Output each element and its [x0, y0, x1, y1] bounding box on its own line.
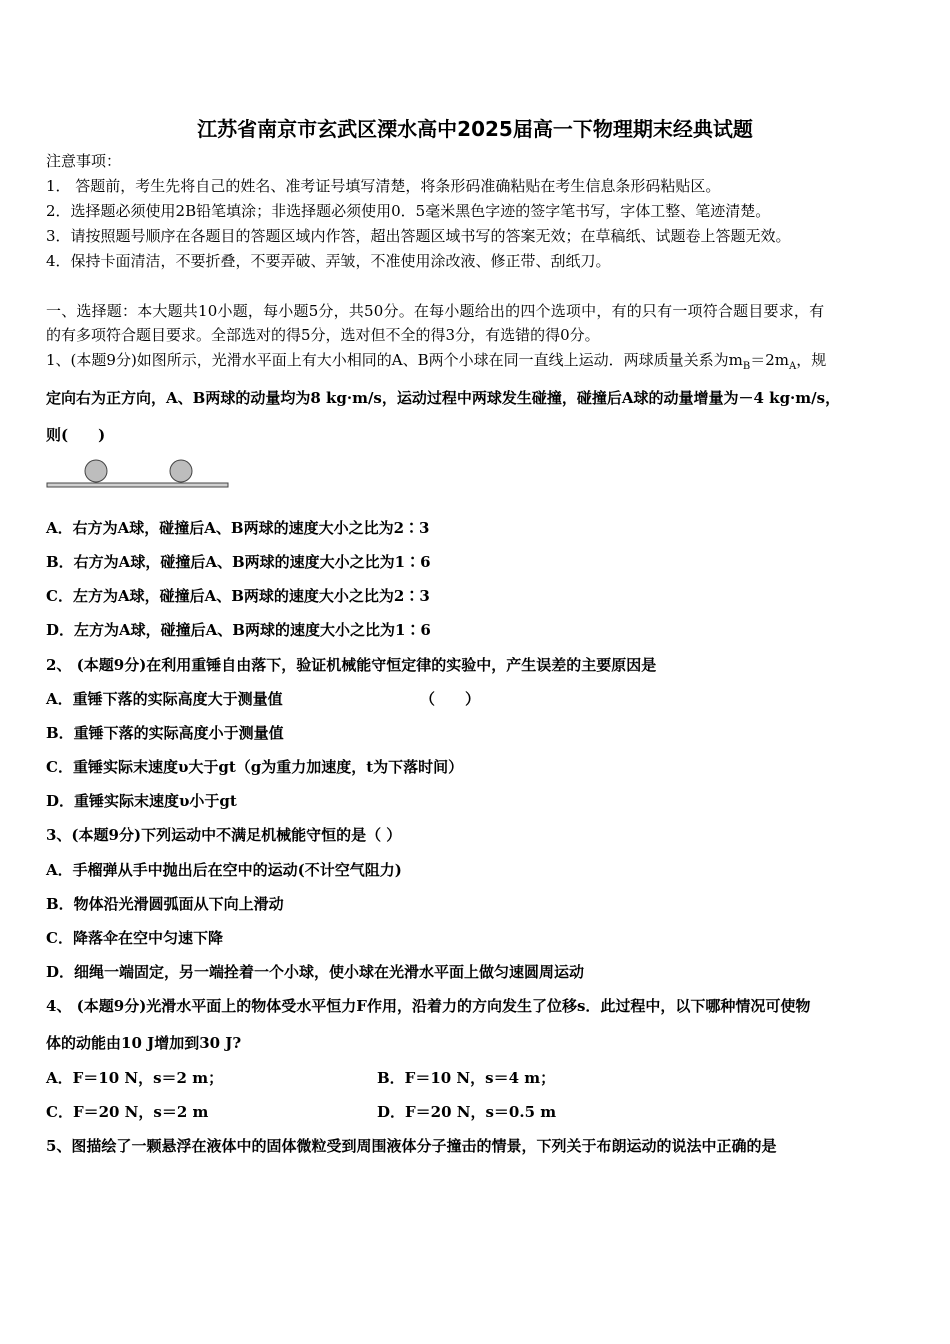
question-2-option-d: D．重锤实际末速度υ小于gt	[46, 792, 237, 810]
ball-left	[85, 460, 107, 482]
question-3-option-a: A．手榴弹从手中抛出后在空中的运动(不计空气阻力)	[46, 861, 402, 879]
subscript-a: A	[789, 361, 797, 372]
question-3-option-b: B．物体沿光滑圆弧面从下向上滑动	[46, 895, 284, 913]
question-4-option-d: D．F＝20 N，s＝0.5 m	[377, 1103, 557, 1121]
question-3-option-c: C．降落伞在空中匀速下降	[46, 929, 223, 947]
question-1-text-c: ，规	[796, 351, 827, 369]
question-4-option-c: C．F＝20 N，s＝2 m	[46, 1103, 209, 1121]
two-balls-figure	[46, 457, 236, 493]
notice-item-4: 4．保持卡面清洁，不要折叠，不要弄破、弄皱，不准使用涂改液、修正带、刮纸刀。	[46, 252, 611, 270]
question-1-option-d: D．左方为A球，碰撞后A、B两球的速度大小之比为1∶6	[46, 621, 431, 639]
notice-item-3: 3．请按照题号顺序在各题目的答题区域内作答，超出答题区域书写的答案无效；在草稿纸、试题卷上答题无效。	[46, 227, 791, 245]
question-1-option-a: A．右方为A球，碰撞后A、B两球的速度大小之比为2∶3	[46, 519, 430, 537]
question-1-line-2: 定向右为正方向，A、B两球的动量均为8 kg·m/s，运动过程中两球发生碰撞，碰撞后A球的动量增量为－4 kg·m/s，	[46, 389, 841, 407]
question-1-line-3: 则( )	[46, 426, 106, 444]
question-3-stem: 3、(本题9分)下列运动中不满足机械能守恒的是（ ）	[46, 826, 402, 844]
question-1-line-1	[46, 350, 826, 377]
question-2-option-a: A．重锤下落的实际高度大于测量值	[46, 690, 283, 708]
question-3-option-d: D．细绳一端固定，另一端拴着一个小球，使小球在光滑水平面上做匀速圆周运动	[46, 963, 585, 981]
question-2-option-b: B．重锤下落的实际高度小于测量值	[46, 724, 284, 742]
question-4-line-2: 体的动能由10 J增加到30 J?	[46, 1034, 242, 1052]
section-intro-line-1: 一、选择题：本大题共10小题，每小题5分，共50分。在每小题给出的四个选项中，有的只有一项符合题目要求，有	[46, 302, 825, 320]
question-2-stem: 2、 (本题9分)在利用重锤自由落下，验证机械能守恒定律的实验中，产生误差的主要原因是	[46, 656, 657, 674]
section-intro-line-2: 的有多项符合题目要求。全部选对的得5分，选对但不全的得3分，有选错的得0分。	[46, 326, 600, 344]
question-4-option-a: A．F＝10 N，s＝2 m；	[46, 1069, 224, 1087]
question-1-option-c: C．左方为A球，碰撞后A、B两球的速度大小之比为2∶3	[46, 587, 430, 605]
question-1-option-b: B．右方为A球，碰撞后A、B两球的速度大小之比为1∶6	[46, 553, 431, 571]
question-2-answer-blank: （ ）	[420, 690, 481, 708]
question-4-option-b: B．F＝10 N，s＝4 m；	[377, 1069, 556, 1087]
notice-heading: 注意事项：	[46, 152, 122, 170]
page-title: 江苏省南京市玄武区溧水高中2025届高一下物理期末经典试题	[197, 117, 753, 141]
question-1-text-b: ＝2m	[750, 351, 790, 369]
horizontal-surface	[47, 483, 228, 487]
ball-right	[170, 460, 192, 482]
question-2-option-c: C．重锤实际末速度υ大于gt（g为重力加速度，t为下落时间）	[46, 758, 464, 776]
notice-item-1: 1． 答题前，考生先将自己的姓名、准考证号填写清楚，将条形码准确粘贴在考生信息条形码粘贴区。	[46, 177, 721, 195]
question-5-stem: 5、图描绘了一颗悬浮在液体中的固体微粒受到周围液体分子撞击的情景，下列关于布朗运动的说法中正确的是	[46, 1137, 777, 1155]
question-1-text-a: 1、(本题9分)如图所示，光滑水平面上有大小相同的A、B两个小球在同一直线上运动．两球质量关系为m	[46, 351, 743, 369]
question-4-line-1: 4、 (本题9分)光滑水平面上的物体受水平恒力F作用，沿着力的方向发生了位移s．此过程中，以下哪种情况可使物	[46, 997, 811, 1015]
subscript-b: B	[742, 361, 751, 372]
notice-item-2: 2．选择题必须使用2B铅笔填涂；非选择题必须使用0．5毫米黑色字迹的签字笔书写，字体工整、笔迹清楚。	[46, 202, 771, 220]
